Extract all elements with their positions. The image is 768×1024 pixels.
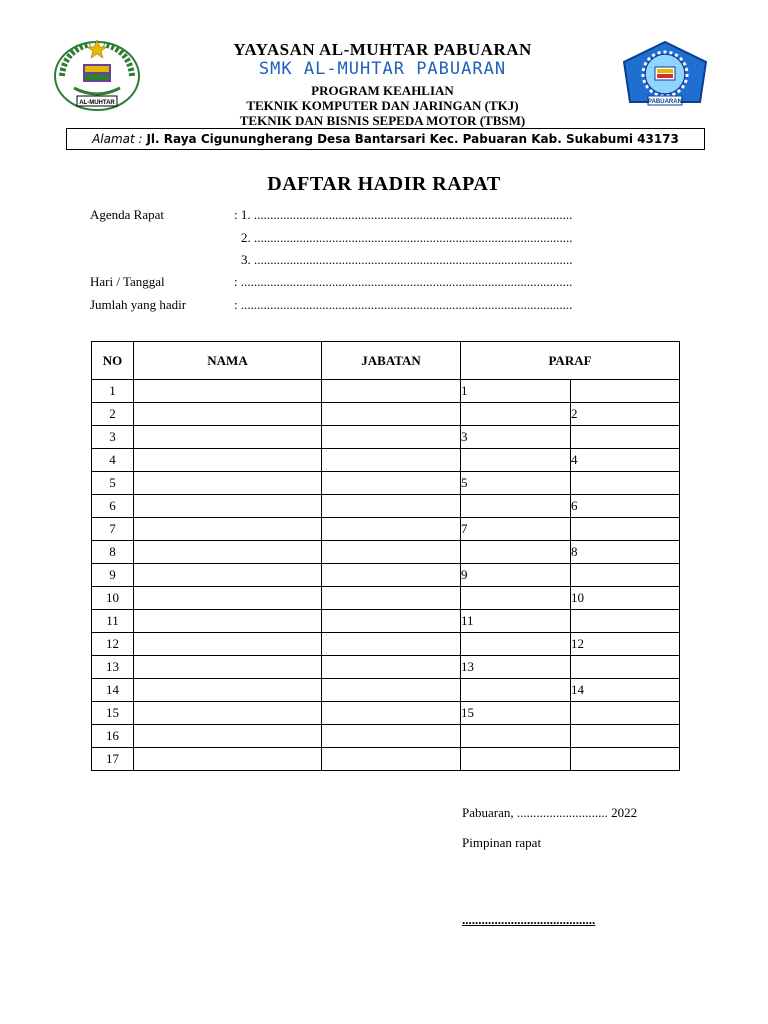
table-row <box>92 518 680 541</box>
row-number: 8 <box>92 541 134 564</box>
signature-cell-right: 14 <box>571 679 680 702</box>
address-label: Alamat : <box>92 132 143 146</box>
table-row <box>92 449 680 472</box>
school-badge-icon <box>620 40 710 114</box>
signature-line: ......................................... <box>462 912 596 927</box>
signature-cell-left <box>461 495 571 518</box>
table-row <box>92 472 680 495</box>
signature-cell-left <box>461 587 571 610</box>
position-cell <box>322 725 461 748</box>
table-row <box>92 610 680 633</box>
agenda-item-1: : 1. .................................................................................................. <box>234 207 573 222</box>
table-row <box>92 633 680 656</box>
table-row <box>92 702 680 725</box>
signature-cell-left <box>461 403 571 426</box>
row-number: 12 <box>92 633 134 656</box>
table-row <box>92 587 680 610</box>
signature-cell-left <box>461 541 571 564</box>
signature-cell-left: 9 <box>461 564 571 587</box>
attendee-count-label: Jumlah yang hadir <box>90 297 187 312</box>
signature-cell-left <box>461 679 571 702</box>
signature-role: Pimpinan rapat <box>462 835 542 850</box>
table-row <box>92 679 680 702</box>
signature-cell-right: 12 <box>571 633 680 656</box>
signature-cell-right <box>571 472 680 495</box>
foundation-emblem-icon <box>52 36 142 112</box>
signature-cell-right: 8 <box>571 541 680 564</box>
table-row <box>92 426 680 449</box>
address-text: Jl. Raya Cigunungherang Desa Bantarsari Kec. Pabuaran Kab. Sukabumi 43173 <box>146 132 679 146</box>
attendee-count-value: : ...................................................................................................... <box>234 297 573 312</box>
name-cell <box>134 702 322 725</box>
table-row <box>92 403 680 426</box>
row-number: 9 <box>92 564 134 587</box>
emblem-ribbon-text: AL-MUHTAR <box>79 100 115 106</box>
signature-cell-right <box>571 702 680 725</box>
position-cell <box>322 633 461 656</box>
position-cell <box>322 679 461 702</box>
program-tbsm: TEKNIK DAN BISNIS SEPEDA MOTOR (TBSM) <box>239 113 526 128</box>
program-title: PROGRAM KEAHLIAN <box>311 83 454 98</box>
table-row <box>92 380 680 403</box>
signature-cell-right: 6 <box>571 495 680 518</box>
signature-cell-right <box>571 426 680 449</box>
position-cell <box>322 702 461 725</box>
signature-place-date: Pabuaran, ............................ 2022 <box>462 805 638 820</box>
program-tkj: TEKNIK KOMPUTER DAN JARINGAN (TKJ) <box>246 98 519 113</box>
signature-cell-left: 7 <box>461 518 571 541</box>
signature-cell-left <box>461 449 571 472</box>
name-cell <box>134 449 322 472</box>
table-row <box>92 541 680 564</box>
name-cell <box>134 380 322 403</box>
row-number: 5 <box>92 472 134 495</box>
position-cell <box>322 472 461 495</box>
attendance-table <box>91 341 680 771</box>
name-cell <box>134 495 322 518</box>
agenda-label: Agenda Rapat <box>90 207 165 222</box>
row-number: 13 <box>92 656 134 679</box>
date-label: Hari / Tanggal <box>90 274 165 289</box>
row-number: 7 <box>92 518 134 541</box>
name-cell <box>134 426 322 449</box>
signature-cell-left: 15 <box>461 702 571 725</box>
position-cell <box>322 587 461 610</box>
position-cell <box>322 656 461 679</box>
row-number: 16 <box>92 725 134 748</box>
table-row <box>92 725 680 748</box>
table-row <box>92 495 680 518</box>
position-cell <box>322 564 461 587</box>
row-number: 17 <box>92 748 134 771</box>
name-cell <box>134 656 322 679</box>
row-number: 10 <box>92 587 134 610</box>
position-cell <box>322 495 461 518</box>
signature-cell-left: 13 <box>461 656 571 679</box>
signature-cell-left <box>461 633 571 656</box>
name-cell <box>134 518 322 541</box>
name-cell <box>134 610 322 633</box>
position-cell <box>322 426 461 449</box>
agenda-item-3: 3. .................................................................................................. <box>241 252 573 267</box>
row-number: 2 <box>92 403 134 426</box>
signature-cell-left <box>461 725 571 748</box>
row-number: 11 <box>92 610 134 633</box>
row-number: 14 <box>92 679 134 702</box>
name-cell <box>134 633 322 656</box>
row-number: 3 <box>92 426 134 449</box>
header-signature: PARAF <box>461 342 680 380</box>
signature-cell-right <box>571 610 680 633</box>
header-name: NAMA <box>134 342 322 380</box>
name-cell <box>134 587 322 610</box>
header-no: NO <box>92 342 134 380</box>
agenda-item-2: 2. .................................................................................................. <box>241 230 573 245</box>
name-cell <box>134 472 322 495</box>
signature-cell-right <box>571 380 680 403</box>
foundation-name: YAYASAN AL-MUHTAR PABUARAN <box>233 40 532 59</box>
table-header-row <box>92 342 680 380</box>
school-name: SMK AL-MUHTAR PABUARAN <box>258 59 507 79</box>
position-cell <box>322 610 461 633</box>
table-row <box>92 564 680 587</box>
badge-ribbon-text: PABUARAN <box>648 99 682 105</box>
row-number: 1 <box>92 380 134 403</box>
position-cell <box>322 380 461 403</box>
position-cell <box>322 449 461 472</box>
row-number: 4 <box>92 449 134 472</box>
position-cell <box>322 748 461 771</box>
name-cell <box>134 564 322 587</box>
signature-cell-right: 4 <box>571 449 680 472</box>
table-row <box>92 656 680 679</box>
row-number: 6 <box>92 495 134 518</box>
name-cell <box>134 403 322 426</box>
signature-cell-right <box>571 725 680 748</box>
signature-cell-left: 3 <box>461 426 571 449</box>
document-title: DAFTAR HADIR RAPAT <box>267 173 501 195</box>
signature-cell-right: 2 <box>571 403 680 426</box>
signature-cell-left: 1 <box>461 380 571 403</box>
name-cell <box>134 541 322 564</box>
position-cell <box>322 403 461 426</box>
signature-cell-right <box>571 656 680 679</box>
row-number: 15 <box>92 702 134 725</box>
signature-cell-left <box>461 748 571 771</box>
name-cell <box>134 679 322 702</box>
name-cell <box>134 725 322 748</box>
name-cell <box>134 748 322 771</box>
signature-cell-left: 5 <box>461 472 571 495</box>
signature-cell-right <box>571 564 680 587</box>
signature-cell-right: 10 <box>571 587 680 610</box>
header-position: JABATAN <box>322 342 461 380</box>
position-cell <box>322 518 461 541</box>
signature-cell-right <box>571 748 680 771</box>
signature-cell-right <box>571 518 680 541</box>
table-row <box>92 748 680 771</box>
address-box <box>66 128 705 150</box>
date-value: : ...................................................................................................... <box>234 274 573 289</box>
signature-cell-left: 11 <box>461 610 571 633</box>
position-cell <box>322 541 461 564</box>
